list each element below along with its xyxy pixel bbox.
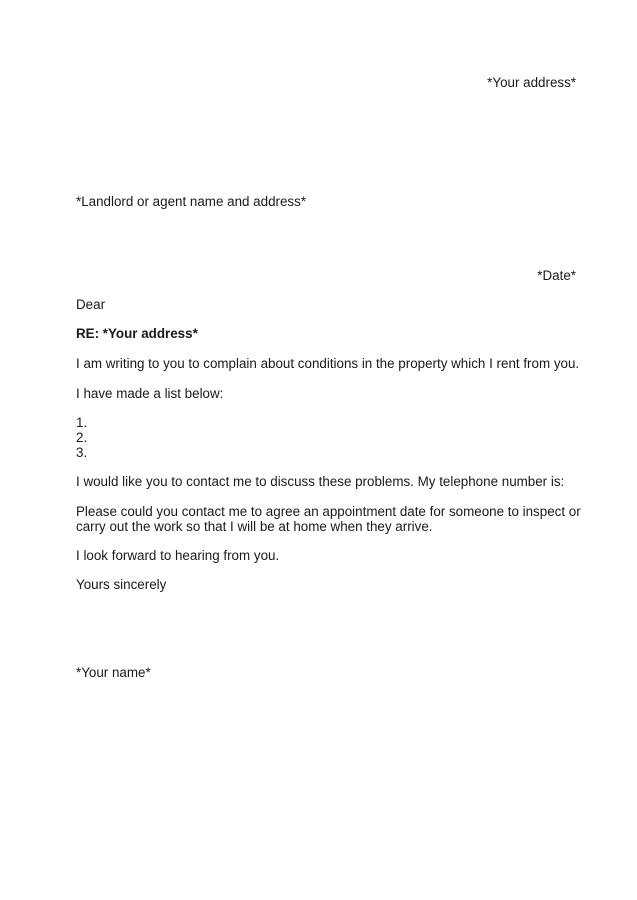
list-item-3: 3. — [76, 445, 88, 460]
recipient-address: *Landlord or agent name and address* — [76, 194, 307, 209]
sender-address: *Your address* — [487, 75, 576, 90]
complaint-paragraph: I am writing to you to complain about conditions in the property which I rent from you. — [76, 356, 580, 371]
signoff: Yours sincerely — [76, 577, 167, 592]
subject-line: RE: *Your address* — [76, 326, 198, 341]
list-item-1: 1. — [76, 415, 88, 430]
contact-paragraph: I would like you to contact me to discuss these problems. My telephone number is: — [76, 474, 565, 489]
salutation: Dear — [76, 297, 106, 312]
list-intro: I have made a list below: — [76, 386, 224, 401]
letter-date: *Date* — [537, 268, 576, 283]
closing-line: I look forward to hearing from you. — [76, 548, 280, 563]
list-item-2: 2. — [76, 430, 88, 445]
signature-name: *Your name* — [76, 665, 151, 680]
appointment-paragraph-line-1: Please could you contact me to agree an appointment date for someone to inspect or — [76, 504, 581, 519]
appointment-paragraph-line-2: carry out the work so that I will be at home when they arrive. — [76, 519, 433, 534]
